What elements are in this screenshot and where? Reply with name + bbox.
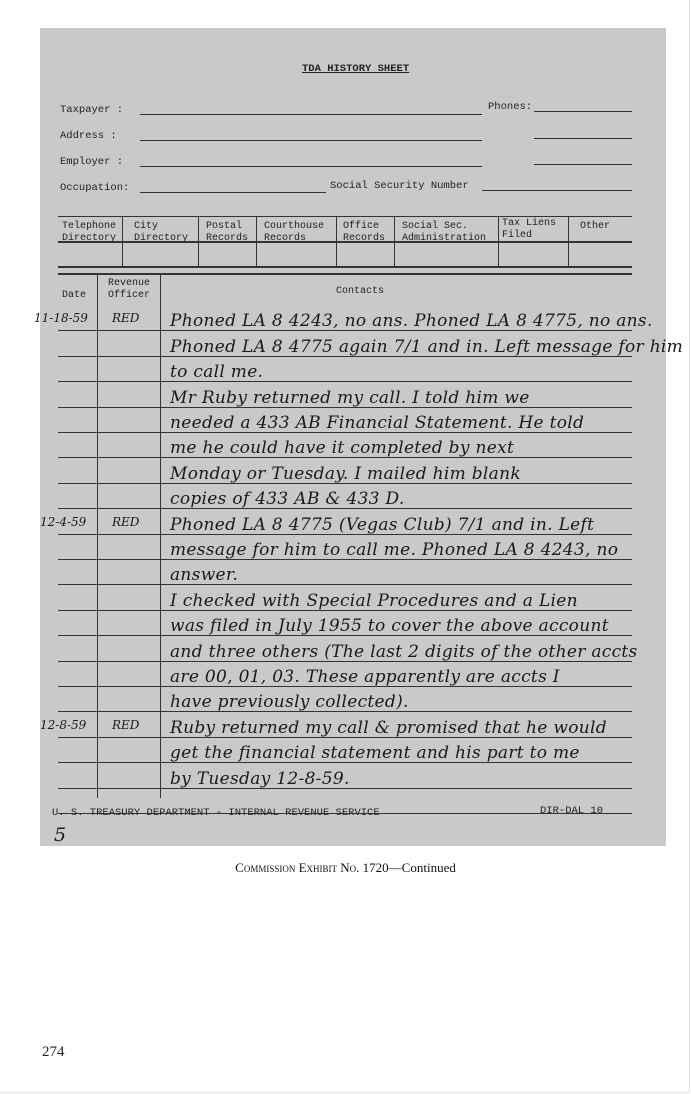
- entry-text: me he could have it completed by next: [170, 438, 515, 458]
- entry-text: Monday or Tuesday. I mailed him blank: [170, 464, 521, 484]
- entry-date: 11-18-59: [34, 311, 88, 325]
- source-line2: Records: [343, 233, 386, 244]
- entry-officer: RED: [112, 515, 140, 529]
- form-footer-agency: U. S. TREASURY DEPARTMENT - INTERNAL REVENUE SERVICE: [52, 807, 380, 819]
- form-footer-code: DIR-DAL 10: [540, 805, 604, 817]
- source-line1: Tax Liens: [502, 218, 557, 229]
- entry-date: 12-8-59: [40, 718, 87, 732]
- log-header-officer-2: Officer: [108, 290, 151, 301]
- entry-text: message for him to call me. Phoned LA 8 4243, no: [170, 540, 619, 560]
- page-mark: 5: [54, 824, 67, 846]
- taxpayer-label: Taxpayer :: [60, 104, 124, 116]
- entry-text: was filed in July 1955 to cover the above account: [170, 616, 609, 636]
- entry-text: are 00, 01, 03. These apparently are accts I: [170, 667, 560, 687]
- source-line2: Directory: [62, 233, 117, 244]
- entry-text: Phoned LA 8 4775 (Vegas Club) 7/1 and in. Left: [170, 515, 595, 535]
- source-line1: Social Sec.: [402, 221, 469, 232]
- log-header-officer-1: Revenue: [108, 278, 151, 289]
- entry-text: copies of 433 AB & 433 D.: [170, 489, 405, 509]
- source-line2: Directory: [134, 233, 189, 244]
- source-line2: Records: [264, 233, 307, 244]
- entry-text: by Tuesday 12-8-59.: [170, 769, 350, 789]
- caption-prefix: Commission Exhibit No.: [235, 860, 360, 875]
- log-header-date: Date: [62, 290, 87, 301]
- source-line1: Courthouse: [264, 221, 325, 232]
- entry-text: have previously collected).: [170, 692, 409, 712]
- tda-history-sheet: [34, 28, 684, 846]
- entry-text: answer.: [170, 565, 239, 585]
- source-line2: Other: [580, 221, 611, 232]
- entry-text: Ruby returned my call & promised that he would: [170, 718, 607, 738]
- ssn-label: Social Security Number: [330, 180, 469, 192]
- caption-number: 1720—Continued: [362, 860, 456, 875]
- source-line1: City: [134, 221, 159, 232]
- log-header-contacts: Contacts: [336, 286, 385, 297]
- form-title: TDA HISTORY SHEET: [302, 63, 410, 75]
- entry-text: get the financial statement and his part to me: [170, 743, 580, 763]
- source-line2: Filed: [502, 230, 533, 241]
- entry-text: I checked with Special Procedures and a Lien: [170, 591, 578, 611]
- entry-officer: RED: [112, 311, 140, 325]
- source-line1: Telephone: [62, 221, 117, 232]
- source-line1: Postal: [206, 221, 243, 232]
- source-line2: Administration: [402, 233, 487, 244]
- phones-label: Phones:: [488, 101, 533, 113]
- occupation-label: Occupation:: [60, 182, 130, 194]
- entry-text: needed a 433 AB Financial Statement. He told: [170, 413, 585, 433]
- entry-text: to call me.: [170, 362, 264, 382]
- page-number: 274: [42, 1044, 65, 1060]
- entry-text: Mr Ruby returned my call. I told him we: [170, 388, 530, 408]
- employer-label: Employer :: [60, 156, 124, 168]
- entry-date: 12-4-59: [40, 515, 87, 529]
- entry-text: Phoned LA 8 4243, no ans. Phoned LA 8 4775, no ans.: [170, 311, 653, 331]
- entry-text: and three others (The last 2 digits of the other accts: [170, 642, 638, 662]
- log-rows: [34, 28, 684, 846]
- exhibit-caption: [0, 860, 691, 876]
- address-label: Address :: [60, 130, 117, 142]
- source-line1: Office: [343, 221, 380, 232]
- entry-text: Phoned LA 8 4775 again 7/1 and in. Left message for him: [170, 337, 684, 357]
- entry-officer: RED: [112, 718, 140, 732]
- source-line2: Records: [206, 233, 249, 244]
